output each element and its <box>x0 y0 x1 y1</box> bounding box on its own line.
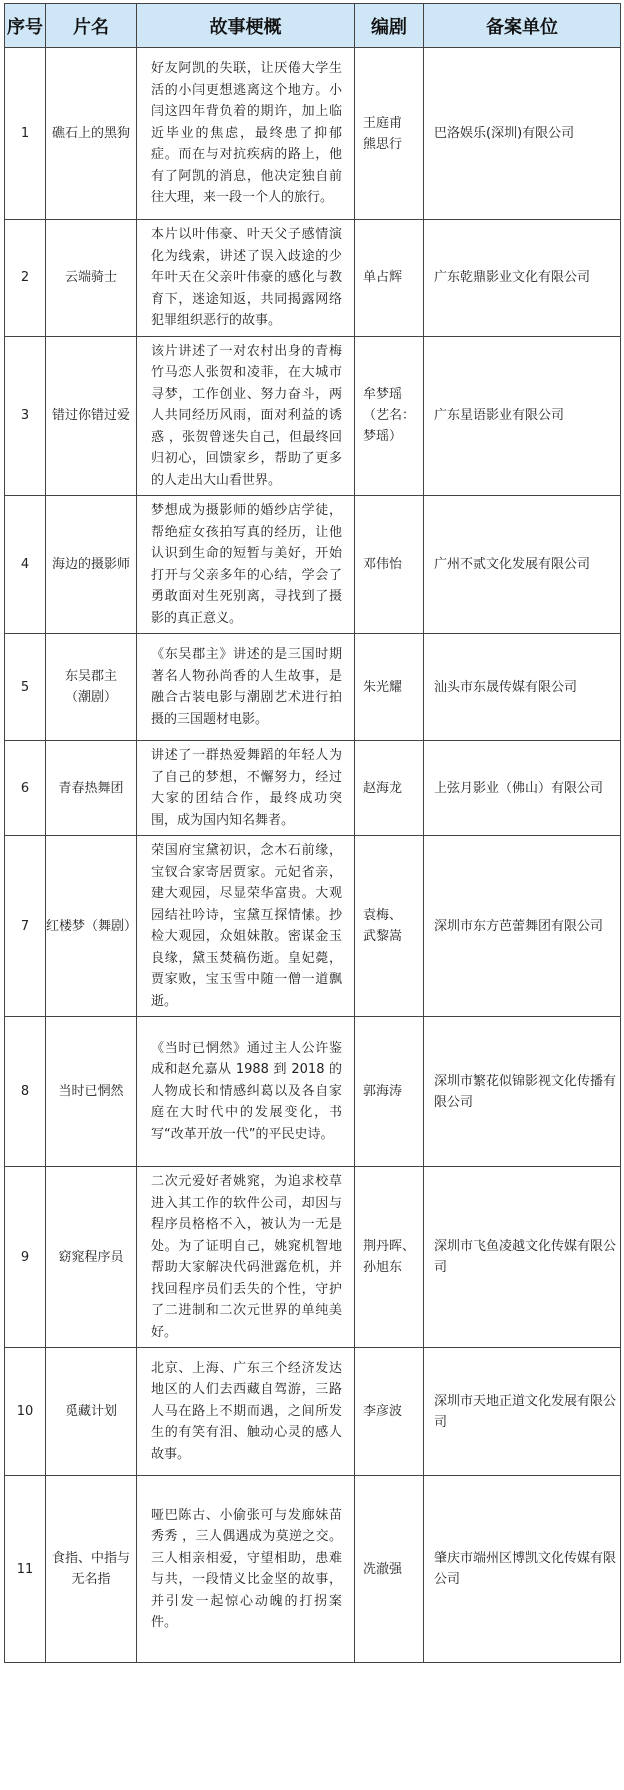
cell-title: 食指、中指与 无名指 <box>46 1476 137 1663</box>
header-unit: 备案单位 <box>424 4 621 48</box>
cell-title: 红楼梦（舞剧） <box>46 836 137 1017</box>
cell-synopsis: 讲述了一群热爱舞蹈的年轻人为了自己的梦想，不懈努力，经过大家的团结合作，最终成功突围，成为国内知名舞者。 <box>137 741 355 836</box>
cell-synopsis: 该片讲述了一对农村出身的青梅竹马恋人张贺和凌菲，在大城市寻梦，工作创业、努力奋斗，两人共同经历风雨，面对利益的诱惑 ，张贺曾迷失自己，但最终回归初心，回馈家乡，帮助了更多的人走出大山看世界。 <box>137 336 355 496</box>
table-row <box>5 634 621 741</box>
cell-writer: 荆丹晖、 孙旭东 <box>355 1167 424 1348</box>
cell-unit: 巴洛娱乐(深圳)有限公司 <box>424 48 621 220</box>
cell-no: 1 <box>5 48 46 220</box>
table-row <box>5 1167 621 1348</box>
cell-writer: 朱光耀 <box>355 634 424 741</box>
cell-no: 9 <box>5 1167 46 1348</box>
cell-writer: 牟梦瑶 （艺名： 梦瑶） <box>355 336 424 496</box>
cell-unit: 肇庆市端州区博凯文化传媒有限公司 <box>424 1476 621 1663</box>
table-row <box>5 836 621 1017</box>
table-row <box>5 1348 621 1476</box>
cell-title: 云端骑士 <box>46 220 137 337</box>
table-row <box>5 496 621 634</box>
table-row <box>5 336 621 496</box>
cell-unit: 深圳市繁花似锦影视文化传播有限公司 <box>424 1017 621 1167</box>
cell-unit: 深圳市飞鱼凌越文化传媒有限公司 <box>424 1167 621 1348</box>
cell-synopsis: 二次元爱好者姚窕，为追求校草进入其工作的软件公司，却因与程序员格格不入，被认为一无是处。为了证明自己，姚窕机智地帮助大家解决代码泄露危机，并找回程序员们丢失的个性，守护了二进制和二次元世界的单纯美好。 <box>137 1167 355 1348</box>
cell-title: 窈窕程序员 <box>46 1167 137 1348</box>
cell-synopsis: 梦想成为摄影师的婚纱店学徒，帮绝症女孩拍写真的经历，让他认识到生命的短暂与美好，开始打开与父亲多年的心结，学会了勇敢面对生死别离，寻找到了摄影的真正意义。 <box>137 496 355 634</box>
header-synopsis: 故事梗概 <box>137 4 355 48</box>
cell-no: 5 <box>5 634 46 741</box>
header-writer: 编剧 <box>355 4 424 48</box>
cell-title: 东吴郡主 （潮剧） <box>46 634 137 741</box>
header-row <box>5 4 621 48</box>
cell-synopsis: 《当时已惘然》通过主人公许鉴成和赵允嘉从 1988 到 2018 的人物成长和情感纠葛以及各自家庭在大时代中的发展变化，书写“改革开放一代”的平民史诗。 <box>137 1017 355 1167</box>
cell-title: 觅藏计划 <box>46 1348 137 1476</box>
table-row <box>5 1017 621 1167</box>
cell-writer: 赵海龙 <box>355 741 424 836</box>
cell-unit: 广东星语影业有限公司 <box>424 336 621 496</box>
cell-no: 7 <box>5 836 46 1017</box>
film-registration-table <box>4 3 621 1663</box>
table-row <box>5 48 621 220</box>
header-title: 片名 <box>46 4 137 48</box>
cell-writer: 郭海涛 <box>355 1017 424 1167</box>
cell-no: 3 <box>5 336 46 496</box>
cell-unit: 广州不贰文化发展有限公司 <box>424 496 621 634</box>
cell-writer: 邓伟怡 <box>355 496 424 634</box>
cell-writer: 李彦波 <box>355 1348 424 1476</box>
cell-synopsis: 荣国府宝黛初识，念木石前缘，宝钗合家寄居贾家。元妃省亲，建大观园，尽显荣华富贵。大观园结社吟诗，宝黛互探情愫。抄检大观园，众姐妹散。密谋金玉良缘，黛玉焚稿伤逝。皇妃薨，贾家败，宝玉雪中随一僧一道飘逝。 <box>137 836 355 1017</box>
cell-title: 错过你错过爱 <box>46 336 137 496</box>
cell-writer: 王庭甫 熊思行 <box>355 48 424 220</box>
cell-no: 4 <box>5 496 46 634</box>
table-row <box>5 1476 621 1663</box>
cell-writer: 单占辉 <box>355 220 424 337</box>
cell-unit: 上弦月影业（佛山）有限公司 <box>424 741 621 836</box>
cell-title: 当时已惘然 <box>46 1017 137 1167</box>
cell-synopsis: 好友阿凯的失联，让厌倦大学生活的小闫更想逃离这个地方。小闫这四年背负着的期许，加上临近毕业的焦虑，最终患了抑郁症。而在与对抗疾病的路上，他有了阿凯的消息，他决定独自前往大理，来一段一个人的旅行。 <box>137 48 355 220</box>
table-row <box>5 741 621 836</box>
cell-title: 海边的摄影师 <box>46 496 137 634</box>
cell-unit: 汕头市东晟传媒有限公司 <box>424 634 621 741</box>
cell-unit: 深圳市天地正道文化发展有限公司 <box>424 1348 621 1476</box>
cell-writer: 袁梅、 武黎嵩 <box>355 836 424 1017</box>
cell-synopsis: 《东吴郡主》讲述的是三国时期著名人物孙尚香的人生故事，是融合古装电影与潮剧艺术进行拍摄的三国题材电影。 <box>137 634 355 741</box>
cell-no: 10 <box>5 1348 46 1476</box>
header-no: 序号 <box>5 4 46 48</box>
cell-no: 11 <box>5 1476 46 1663</box>
cell-no: 8 <box>5 1017 46 1167</box>
cell-synopsis: 本片以叶伟豪、叶天父子感情演化为线索，讲述了误入歧途的少年叶天在父亲叶伟豪的感化与教育下，迷途知返，共同揭露网络犯罪组织恶行的故事。 <box>137 220 355 337</box>
cell-synopsis: 哑巴陈古、小偷张可与发廊妹苗秀秀 ，三人偶遇成为莫逆之交。三人相亲相爱，守望相助，患难与共，一段情义比金坚的故事，并引发一起惊心动魄的打拐案件。 <box>137 1476 355 1663</box>
cell-synopsis: 北京、上海、广东三个经济发达地区的人们去西藏自驾游，三路人马在路上不期而遇，之间所发生的有笑有泪、触动心灵的感人故事。 <box>137 1348 355 1476</box>
cell-unit: 深圳市东方芭蕾舞团有限公司 <box>424 836 621 1017</box>
cell-unit: 广东乾鼎影业文化有限公司 <box>424 220 621 337</box>
cell-no: 6 <box>5 741 46 836</box>
cell-writer: 冼澈强 <box>355 1476 424 1663</box>
cell-no: 2 <box>5 220 46 337</box>
cell-title: 青春热舞团 <box>46 741 137 836</box>
cell-title: 礁石上的黑狗 <box>46 48 137 220</box>
table-row <box>5 220 621 337</box>
